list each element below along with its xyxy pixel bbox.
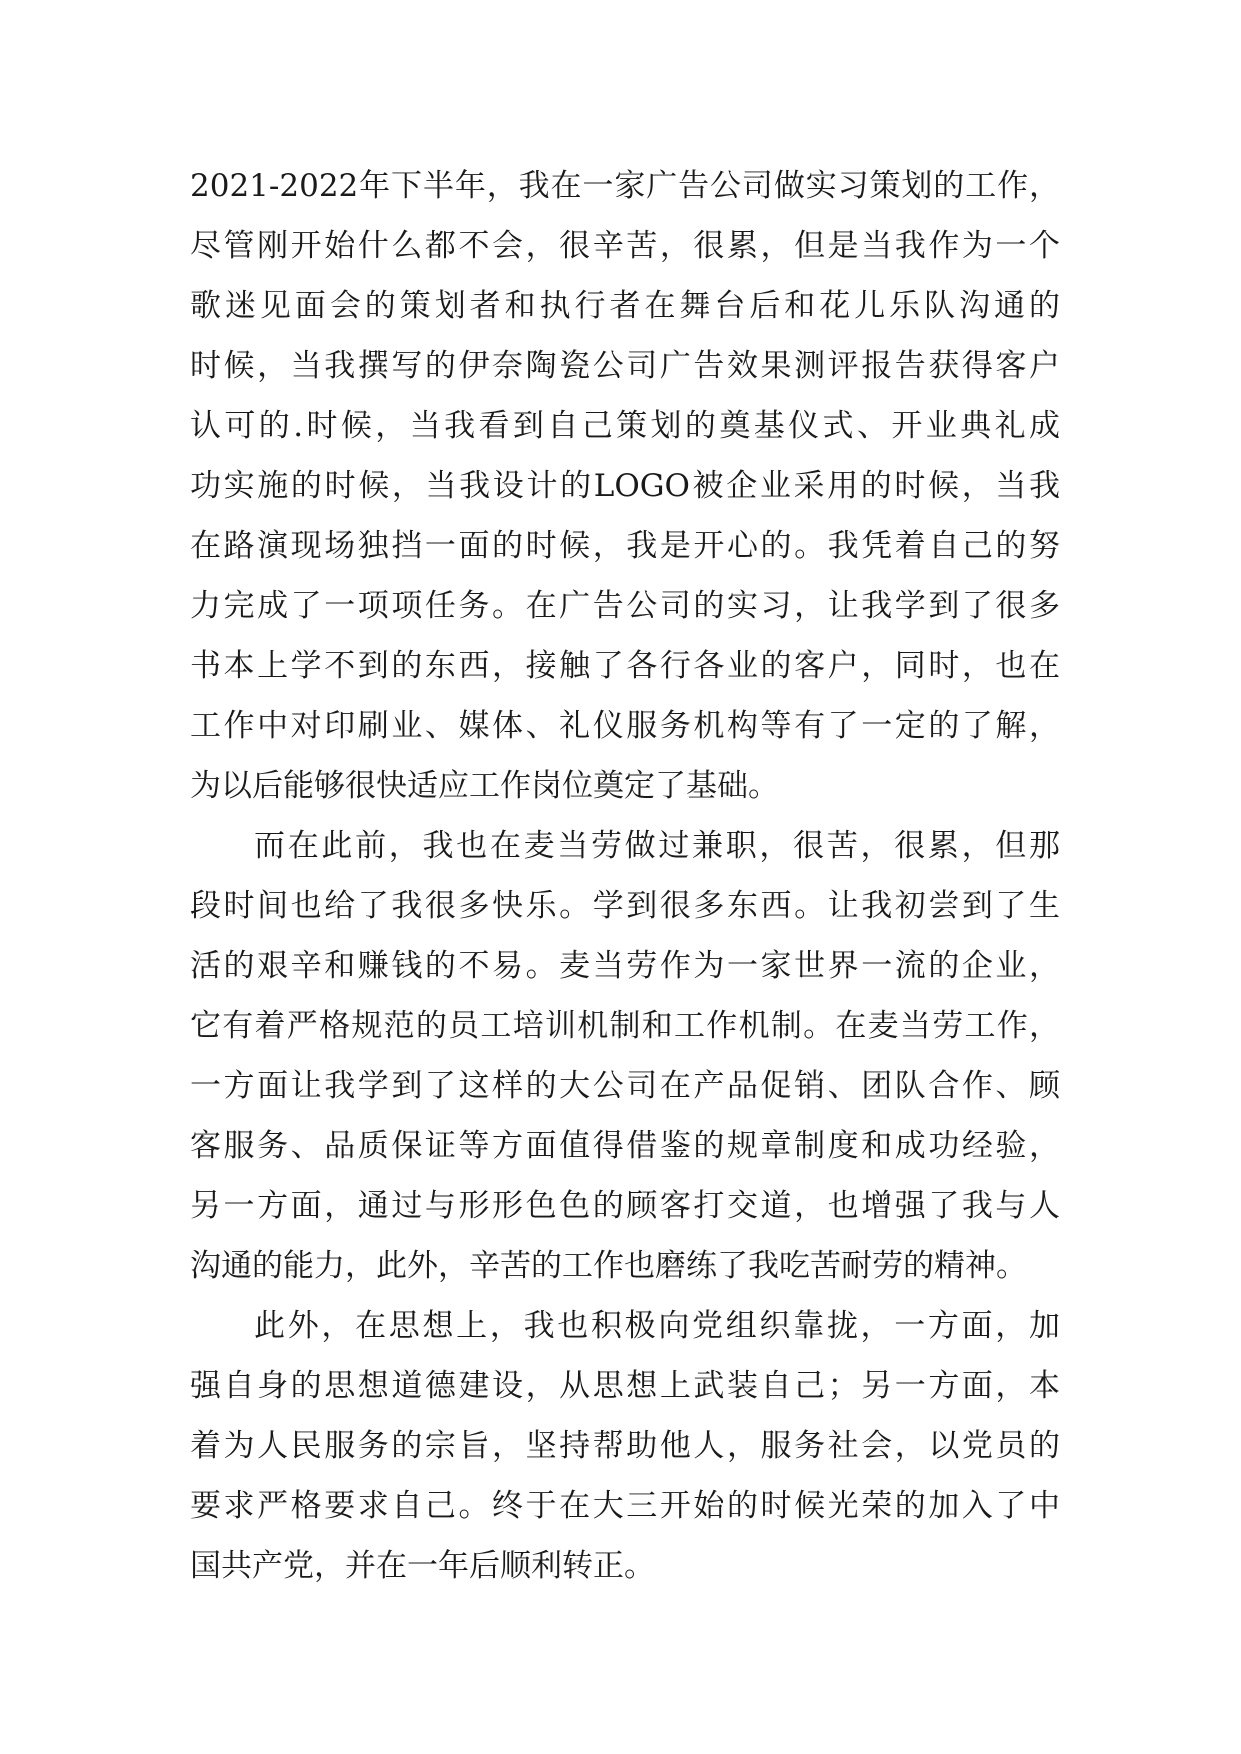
paragraph-2-line-6: 客服务、品质保证等方面值得借鉴的规章制度和成功经验， [190, 1128, 1060, 1164]
paragraph-1-line-10: 工作中对印刷业、媒体、礼仪服务机构等有了一定的了解， [190, 708, 1060, 744]
paragraph-2-line-7: 另一方面，通过与形形色色的顾客打交道，也增强了我与人 [190, 1188, 1060, 1224]
paragraph-2-line-2: 段时间也给了我很多快乐。学到很多东西。让我初尝到了生 [190, 888, 1060, 924]
paragraph-3-line-4: 要求严格要求自己。终于在大三开始的时候光荣的加入了中 [190, 1488, 1060, 1524]
body-text [190, 156, 1060, 1596]
paragraph-2-line-8: 沟通的能力，此外，辛苦的工作也磨练了我吃苦耐劳的精神。 [190, 1248, 1027, 1284]
paragraph-1-line-6: 功实施的时候，当我设计的LOGO被企业采用的时候，当我 [190, 468, 1060, 504]
paragraph-1-line-5: 认可的.时候，当我看到自己策划的奠基仪式、开业典礼成 [190, 408, 1060, 444]
paragraph-2-line-4: 它有着严格规范的员工培训机制和工作机制。在麦当劳工作， [190, 1008, 1060, 1044]
paragraph-1-line-4: 时候，当我撰写的伊奈陶瓷公司广告效果测评报告获得客户 [190, 348, 1060, 384]
paragraph-1-line-1: 2021-2022年下半年，我在一家广告公司做实习策划的工作， [190, 168, 1060, 204]
paragraph-3-line-3: 着为人民服务的宗旨，坚持帮助他人，服务社会，以党员的 [190, 1428, 1060, 1464]
paragraph-1-line-2: 尽管刚开始什么都不会，很辛苦，很累，但是当我作为一个 [190, 228, 1060, 264]
paragraph-2-line-3: 活的艰辛和赚钱的不易。麦当劳作为一家世界一流的企业， [190, 948, 1060, 984]
paragraph-1-line-3: 歌迷见面会的策划者和执行者在舞台后和花儿乐队沟通的 [190, 288, 1060, 324]
paragraph-1-line-7: 在路演现场独挡一面的时候，我是开心的。我凭着自己的努 [190, 528, 1060, 564]
paragraph-3-line-2: 强自身的思想道德建设，从思想上武装自己；另一方面，本 [190, 1368, 1060, 1404]
paragraph-2-line-1: 而在此前，我也在麦当劳做过兼职，很苦，很累，但那 [254, 828, 1060, 864]
paragraph-1-line-8: 力完成了一项项任务。在广告公司的实习，让我学到了很多 [190, 588, 1060, 624]
paragraph-3-line-5: 国共产党，并在一年后顺利转正。 [190, 1548, 655, 1584]
paragraph-3-line-1: 此外，在思想上，我也积极向党组织靠拢，一方面，加 [254, 1308, 1060, 1344]
paragraph-2-line-5: 一方面让我学到了这样的大公司在产品促销、团队合作、顾 [190, 1068, 1060, 1104]
paragraph-1-line-11: 为以后能够很快适应工作岗位奠定了基础。 [190, 768, 779, 804]
paragraph-1-line-9: 书本上学不到的东西，接触了各行各业的客户，同时，也在 [190, 648, 1060, 684]
